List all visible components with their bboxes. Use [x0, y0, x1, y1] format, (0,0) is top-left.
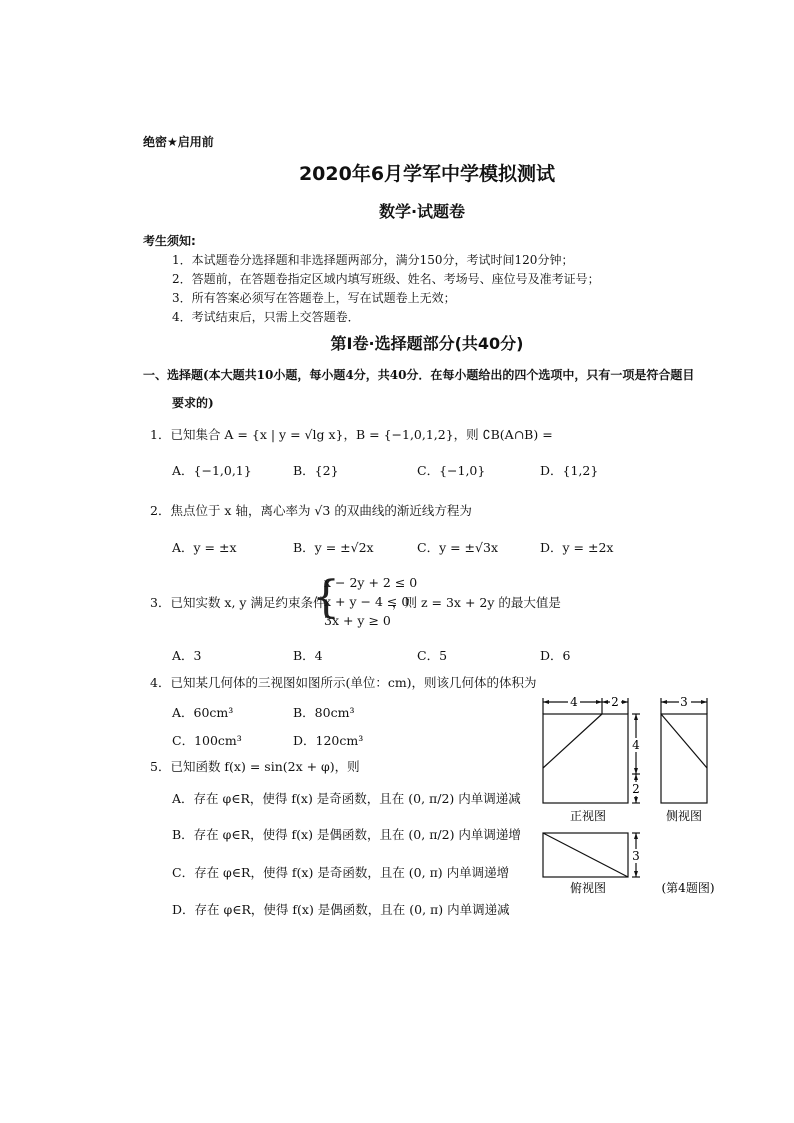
question-5-stem: 5．已知函数 f(x) = sin(2x + φ)，则 [150, 759, 360, 774]
q5-option-c: C．存在 φ∈R，使得 f(x) 是奇函数，且在 (0, π) 内单调递增 [172, 865, 510, 880]
q1-option-a: A．{−1,0,1} [172, 463, 252, 478]
q3-option-c: C．5 [417, 648, 448, 663]
q2-option-d: D．y = ±2x [540, 540, 614, 555]
side-view [661, 698, 707, 803]
q4-option-c: C．100cm³ [172, 733, 242, 748]
q3-option-d: D．6 [540, 648, 571, 663]
figure-caption: (第4题图) [661, 881, 715, 895]
three-view-figure [530, 696, 730, 900]
dim-front-height-lower: 2 [632, 782, 640, 796]
exam-subtitle: 数学·试题卷 [378, 202, 466, 221]
dim-front-extra: 2 [611, 696, 619, 709]
section-instructions-line1: 一、选择题(本大题共10小题，每小题4分，共40分．在每小题给出的四个选项中，只有一项是符合题目 [143, 368, 695, 382]
notice-item: 4．考试结束后，只需上交答题卷． [172, 310, 360, 324]
front-view-label: 正视图 [569, 809, 607, 823]
constraint-2: x + y − 4 ≤ 0 [324, 594, 410, 609]
notice-item: 3．所有答案必须写在答题卷上，写在试题卷上无效； [172, 291, 456, 305]
q4-option-b: B．80cm³ [293, 705, 355, 720]
question-3-stem-post: ，则 z = 3x + 2y 的最大值是 [392, 595, 561, 610]
section-instructions-line2: 要求的) [172, 396, 214, 410]
q2-option-a: A．y = ±x [172, 540, 237, 555]
notice-item: 1．本试题卷分选择题和非选择题两部分，满分150分，考试时间120分钟； [172, 253, 574, 267]
question-3-stem-pre: 3．已知实数 x, y 满足约束条件 [150, 595, 326, 610]
secret-label: 绝密★启用前 [143, 135, 214, 149]
dim-front-height-upper: 4 [632, 738, 640, 752]
q2-option-b: B．y = ±√2x [293, 540, 374, 555]
question-4-stem: 4．已知某几何体的三视图如图所示(单位：cm)，则该几何体的体积为 [150, 675, 537, 690]
question-1-stem: 1．已知集合 A = {x | y = √lg x}，B = {−1,0,1,2}，则 ∁B(A∩B) = [150, 427, 553, 442]
part1-title: 第Ⅰ卷·选择题部分(共40分) [330, 334, 524, 353]
constraint-1: x − 2y + 2 ≤ 0 [324, 575, 418, 590]
q4-option-a: A．60cm³ [172, 705, 234, 720]
constraint-3: 3x + y ≥ 0 [324, 613, 391, 628]
side-view-label: 侧视图 [665, 809, 703, 823]
q1-option-d: D．{1,2} [540, 463, 599, 478]
q3-option-b: B．4 [293, 648, 323, 663]
exam-title: 2020年6月学军中学模拟测试 [298, 163, 556, 185]
notice-item: 2．答题前，在答题卷指定区域内填写班级、姓名、考场号、座位号及准考证号； [172, 272, 600, 286]
constraint-brace: { [312, 572, 340, 623]
top-view-label: 俯视图 [569, 881, 607, 895]
q3-option-a: A．3 [172, 648, 202, 663]
dim-top-depth: 3 [632, 849, 640, 863]
q5-option-d: D．存在 φ∈R，使得 f(x) 是偶函数，且在 (0, π) 内单调递减 [172, 902, 510, 917]
q5-option-b: B．存在 φ∈R，使得 f(x) 是偶函数，且在 (0, π/2) 内单调递增 [172, 827, 521, 842]
q1-option-b: B．{2} [293, 463, 339, 478]
q4-option-d: D．120cm³ [293, 733, 364, 748]
notice-heading: 考生须知: [143, 234, 196, 248]
dim-side-width: 3 [680, 696, 688, 709]
front-view [543, 698, 640, 803]
dim-front-width: 4 [570, 696, 578, 709]
question-2-stem: 2．焦点位于 x 轴，离心率为 √3 的双曲线的渐近线方程为 [150, 503, 472, 518]
q5-option-a: A．存在 φ∈R，使得 f(x) 是奇函数，且在 (0, π/2) 内单调递减 [172, 791, 521, 806]
top-view [543, 833, 640, 877]
q1-option-c: C．{−1,0} [417, 463, 486, 478]
q2-option-c: C．y = ±√3x [417, 540, 498, 555]
